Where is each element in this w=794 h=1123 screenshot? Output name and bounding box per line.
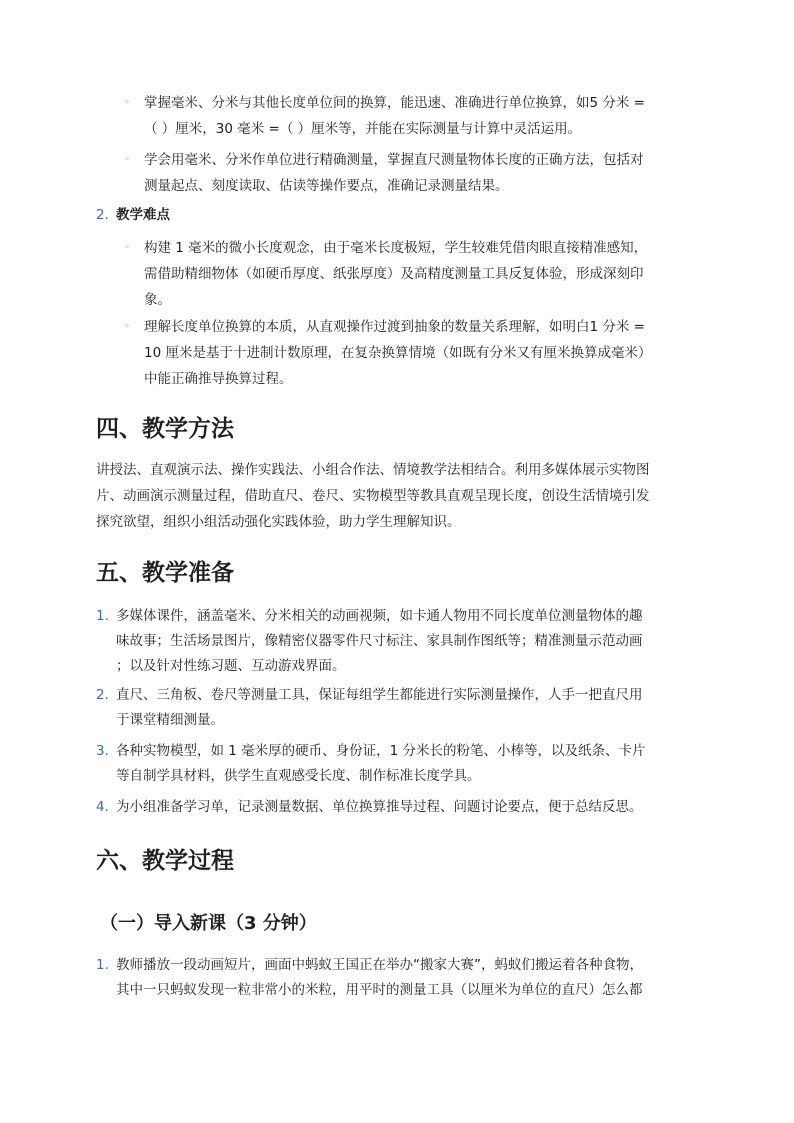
bullet-marker: ◦ bbox=[124, 97, 130, 108]
bullet-line: 需借助精细物体（如硬币厚度、纸张厚度）及高精度测量工具反复体验，形成深刻印 bbox=[144, 266, 644, 282]
item-line: 多媒体课件，涵盖毫米、分米相关的动画视频，如卡通人物用不同长度单位测量物体的趣 bbox=[116, 608, 643, 624]
bullet-line: 10 厘米是基于十进制计数原理，在复杂换算情境（如既有分米又有厘米换算成毫米） bbox=[144, 345, 652, 361]
section-heading-preparation: 五、教学准备 bbox=[96, 560, 234, 586]
bullet-line: 理解长度单位换算的本质，从直观操作过渡到抽象的数量关系理解，如明白1 分米 = bbox=[144, 319, 645, 335]
bullet-line: （ ）厘米，30 毫米 =（ ）厘米等，并能在实际测量与计算中灵活运用。 bbox=[144, 121, 582, 137]
item-line: 为小组准备学习单，记录测量数据、单位换算推导过程、问题讨论要点，便于总结反思。 bbox=[116, 799, 643, 815]
item-line: 味故事；生活场景图片，像精密仪器零件尺寸标注、家具制作图纸等；精准测量示范动画 bbox=[116, 633, 643, 649]
paragraph-line: 讲授法、直观演示法、操作实践法、小组合作法、情境教学法相结合。利用多媒体展示实物图 bbox=[96, 462, 650, 478]
bullet-line: 测量起点、刻度读取、估读等操作要点，准确记录测量结果。 bbox=[144, 178, 509, 194]
bullet-line: 掌握毫米、分米与其他长度单位间的换算，能迅速、准确进行单位换算，如5 分米 = bbox=[144, 95, 645, 111]
item-line: 等自制学具材料，供学生直观感受长度、制作标准长度学具。 bbox=[116, 768, 481, 784]
bullet-line: 构建 1 毫米的微小长度观念，由于毫米长度极短，学生较难凭借肉眼直接精准感知， bbox=[144, 240, 648, 256]
list-number: 1. bbox=[96, 608, 109, 624]
paragraph-line: 片、动画演示测量过程，借助直尺、卷尺、实物模型等教具直观呈现长度，创设生活情境引发 bbox=[96, 488, 650, 504]
list-number: 3. bbox=[96, 743, 109, 759]
subsection-heading-intro: （一）导入新课（3 分钟） bbox=[100, 913, 317, 934]
item-line: 教师播放一段动画短片，画面中蚂蚁王国正在举办“搬家大赛”，蚂蚁们搬运着各种食物， bbox=[116, 957, 643, 973]
list-number: 4. bbox=[96, 799, 109, 815]
difficulty-title: 教学难点 bbox=[116, 207, 170, 223]
list-number: 1. bbox=[96, 957, 109, 973]
bullet-line: 中能正确推导换算过程。 bbox=[144, 371, 293, 387]
paragraph-line: 探究欲望，组织小组活动强化实践体验，助力学生理解知识。 bbox=[96, 514, 461, 530]
section-heading-process: 六、教学过程 bbox=[96, 848, 234, 874]
item-line: 直尺、三角板、卷尺等测量工具，保证每组学生都能进行实际测量操作，人手一把直尺用 bbox=[116, 687, 643, 703]
bullet-line: 象。 bbox=[144, 292, 171, 308]
bullet-marker: ◦ bbox=[124, 242, 130, 253]
item-line: 各种实物模型，如 1 毫米厚的硬币、身份证，1 分米长的粉笔、小棒等，以及纸条、卡片 bbox=[116, 743, 646, 759]
list-number: 2. bbox=[96, 687, 109, 703]
bullet-line: 学会用毫米、分米作单位进行精确测量，掌握直尺测量物体长度的正确方法，包括对 bbox=[144, 152, 644, 168]
item-line: 其中一只蚂蚁发现一粒非常小的米粒，用平时的测量工具（以厘米为单位的直尺）怎么都 bbox=[116, 982, 643, 998]
item-line: 于课堂精细测量。 bbox=[116, 712, 224, 728]
bullet-marker: ◦ bbox=[124, 321, 130, 332]
item-line: ；以及针对性练习题、互动游戏界面。 bbox=[116, 658, 346, 674]
section-heading-methods: 四、教学方法 bbox=[96, 416, 234, 442]
list-number: 2. bbox=[96, 207, 109, 223]
methods-paragraph bbox=[96, 457, 701, 535]
bullet-marker: ◦ bbox=[124, 154, 130, 165]
